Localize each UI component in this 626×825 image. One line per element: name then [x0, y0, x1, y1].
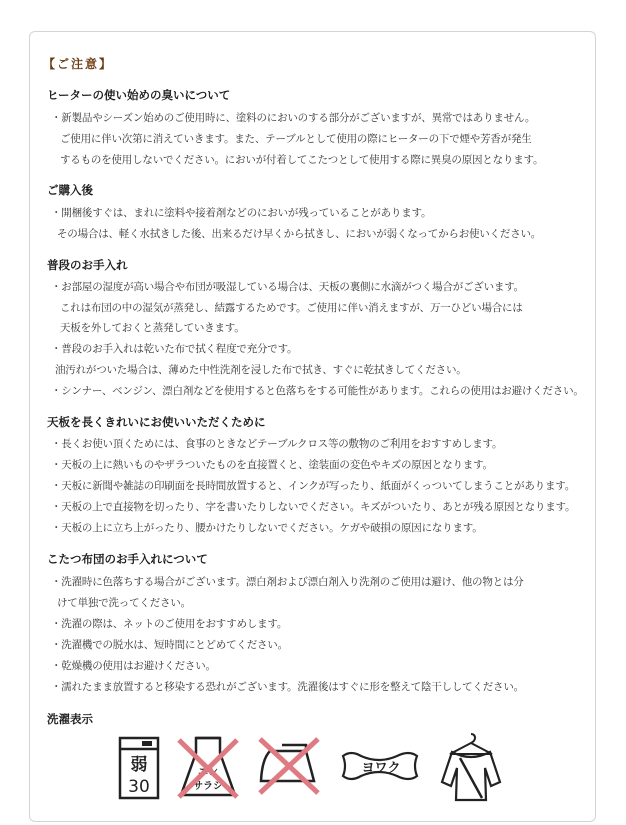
wash-temperature-label: 30 — [128, 777, 150, 797]
hang-dry-shade-icon — [438, 730, 504, 804]
text-line: するものを使用しないでください。においが付着してこたつとして使用する際に異臭の原因となります。 — [60, 154, 544, 166]
text-line: けて単独で洗ってください。 — [57, 597, 191, 609]
text-line: ・天板の上で直接物を切ったり、字を書いたりしないでください。キズがついたり、あとが残る原因となります。 — [51, 501, 576, 513]
text-line: ご使用に伴い次第に消えていきます。また、テーブルとして使用の際にヒーターの下で煙や芳香が発生 — [60, 133, 532, 145]
text-line: ・濡れたまま放置すると移染する恐れがございます。洗濯後はすぐに形を整えて陰干ししてください。 — [51, 681, 524, 693]
bleach-label-bottom: サラシ — [193, 781, 223, 792]
text-line: ・開梱後すぐは、まれに塗料や接着剤などのにおいが残っていることがあります。 — [51, 207, 432, 219]
text-line: これは布団の中の湿気が蒸発し、結露するためです。ご使用に伴い消えますが、万一ひどい場合には — [60, 302, 523, 314]
text-line: ・天板の上に熱いものやザラついたものを直接置くと、塗装面の変色やキズの原因となります。 — [51, 459, 493, 471]
section-title-after-purchase: ご購入後 — [47, 183, 93, 197]
section-title-daily-care: 普段のお手入れ — [47, 258, 128, 272]
text-line: ・洗濯の際は、ネットのご使用をおすすめします。 — [51, 618, 288, 630]
text-line: ・天板の上に立ち上がったり、腰かけたりしないでください。ケガや破損の原因になります。 — [51, 522, 483, 534]
text-line: ・乾燥機の使用はお避けください。 — [51, 660, 216, 672]
text-line: ・天板に新聞や雑誌の印刷面を長時間放置すると、インクが写ったり、紙面がくっついてしまうことがあります。 — [51, 480, 576, 492]
text-line: ・長くお使い頂くためには、食事のときなどテーブルクロス等の敷物のご利用をおすすめします。 — [51, 438, 503, 450]
bleach-label-top: エン — [198, 767, 218, 778]
text-line: ・シンナー、ベンジン、漂白剤などを使用すると色落ちをする可能性があります。これらの使用はお避けください。 — [51, 385, 584, 397]
section-title-heater-odor: ヒーターの使い始めの臭いについて — [47, 88, 231, 102]
text-line: ・洗濯機での脱水は、短時間にとどめてください。 — [51, 639, 288, 651]
text-line: ・新製品やシーズン始めのご使用時に、塗料のにおいのする部分がございますが、異常ではありません。 — [51, 112, 536, 124]
text-line: その場合は、軽く水拭きした後、出来るだけ早くから拭きし、においが弱くなってからお使いください。 — [57, 228, 542, 240]
text-line: 油汚れがついた場合は、薄めた中性洗剤を浸した布で拭き、すぐに乾拭きしてください。 — [55, 364, 467, 376]
wring-gently-icon — [339, 746, 421, 786]
no-chlorine-bleach-icon — [176, 735, 240, 801]
text-line: ・お部屋の湿度が高い場合や布団が吸湿している場合は、天板の裏側に水滴がつく場合がございます。 — [51, 281, 524, 293]
section-title-futon-care: こたつ布団のお手入れについて — [47, 552, 208, 566]
section-title-tabletop-care: 天板を長くきれいにお使いいただくために — [47, 415, 266, 429]
notice-heading: 【ご注意】 — [43, 57, 114, 71]
wring-label: ヨワク — [361, 761, 401, 776]
no-iron-icon — [256, 735, 322, 797]
text-line: 天板を外しておくと蒸発していきます。 — [60, 322, 245, 334]
wash-strength-label: 弱 — [130, 755, 148, 775]
machine-wash-gentle-30-icon — [117, 735, 161, 801]
section-title-care-labels: 洗濯表示 — [47, 712, 93, 726]
text-line: ・洗濯時に色落ちする場合がございます。漂白剤および漂白剤入り洗剤のご使用は避け、他の物とは分 — [51, 576, 524, 588]
text-line: ・普段のお手入れは乾いた布で拭く程度で充分です。 — [51, 343, 298, 355]
